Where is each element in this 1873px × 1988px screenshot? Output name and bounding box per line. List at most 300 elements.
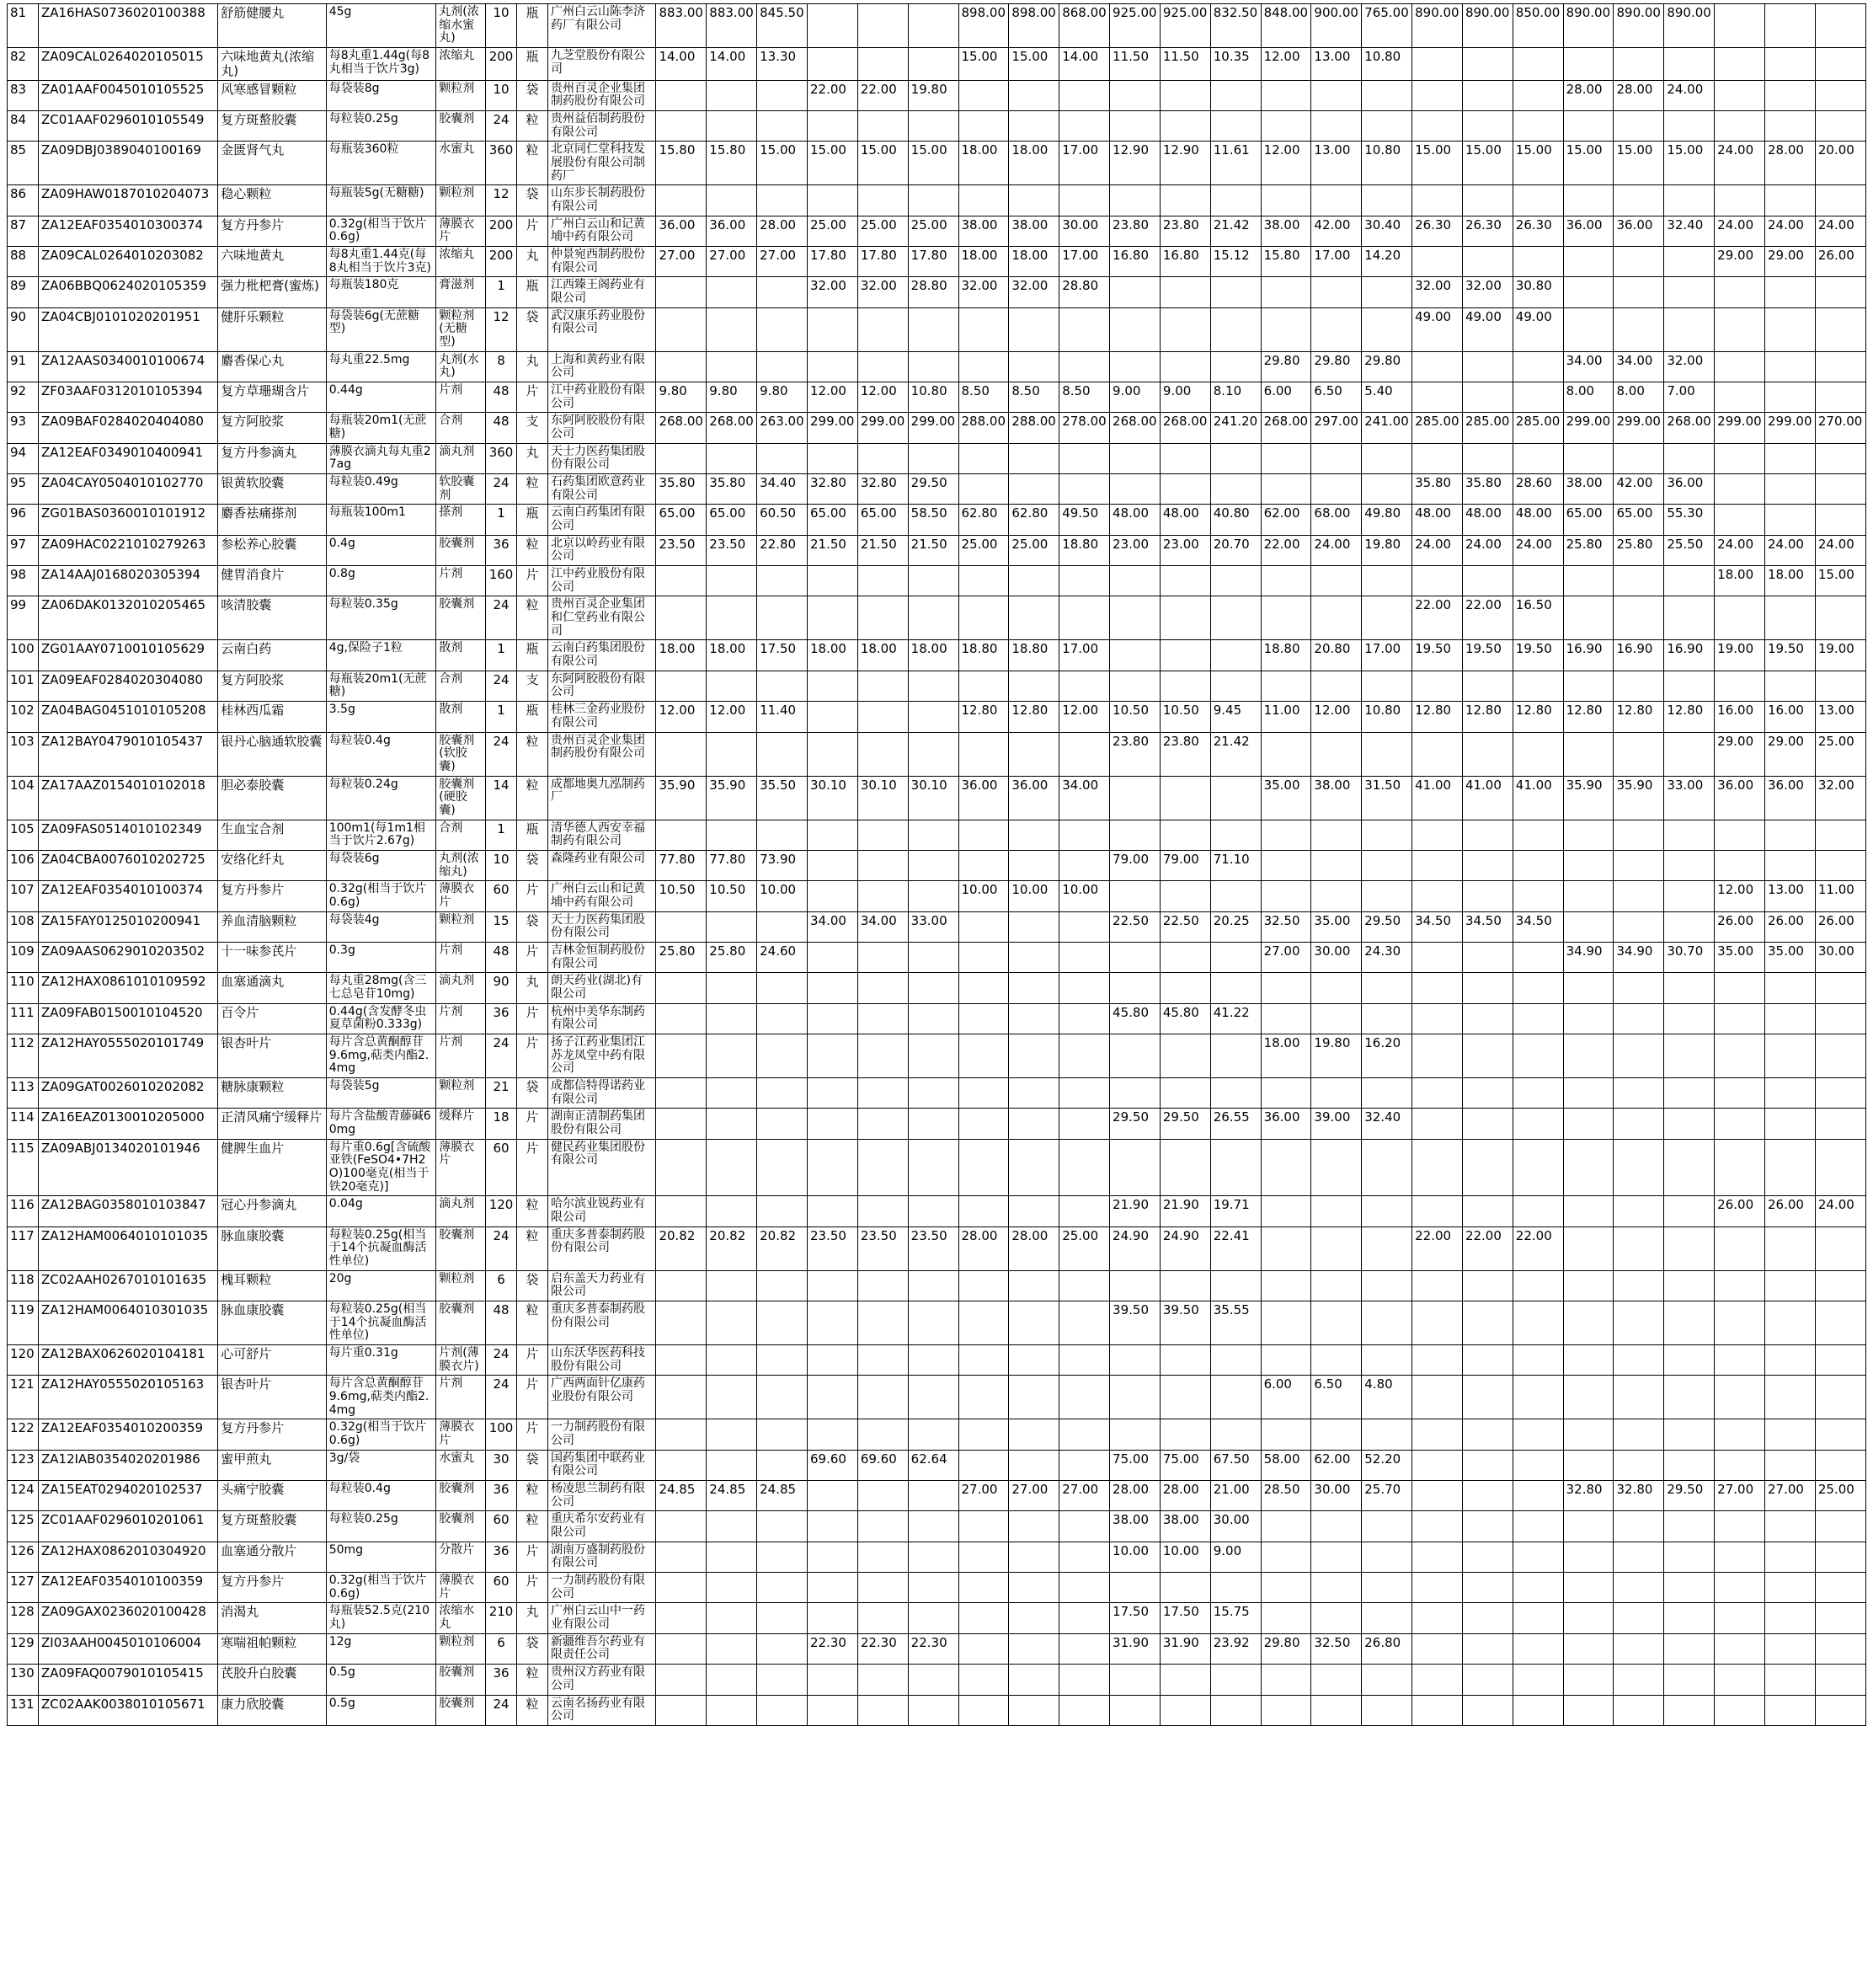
price-cell [1715, 1603, 1765, 1633]
drug-code: ZA04CAY0504010102770 [39, 474, 218, 505]
price-cell [1412, 247, 1463, 277]
dosage-form: 浓缩丸 [436, 247, 486, 277]
drug-name: 复方丹参片 [218, 881, 326, 911]
price-cell [1664, 850, 1715, 880]
drug-name: 金匮肾气丸 [218, 142, 326, 185]
price-cell [1563, 1633, 1614, 1664]
price-cell [807, 671, 857, 701]
price-cell [1664, 1270, 1715, 1301]
price-cell: 18.00 [1009, 142, 1059, 185]
dosage-form: 合剂 [436, 671, 486, 701]
price-cell [757, 1301, 808, 1345]
price-cell [707, 911, 757, 942]
price-cell [1059, 185, 1110, 216]
price-cell [1765, 277, 1816, 307]
price-cell: 26.00 [1765, 911, 1816, 942]
price-cell: 17.00 [1059, 142, 1110, 185]
price-cell: 32.00 [958, 277, 1009, 307]
drug-name: 脉血康胶囊 [218, 1301, 326, 1345]
row-index: 84 [8, 110, 39, 141]
price-cell: 28.00 [1765, 142, 1816, 185]
drug-name: 心可舒片 [218, 1345, 326, 1376]
price-cell: 48.00 [1160, 505, 1210, 535]
manufacturer: 扬子江药业集团江苏龙凤堂中药有限公司 [548, 1034, 656, 1077]
price-cell: 11.61 [1210, 142, 1261, 185]
price-cell [1513, 1196, 1563, 1226]
price-cell: 32.00 [1664, 351, 1715, 382]
table-row [8, 820, 1866, 850]
price-cell: 10.00 [1110, 1542, 1161, 1572]
price-cell: 48.00 [1110, 505, 1161, 535]
package-unit: 瓶 [517, 4, 548, 48]
drug-spec: 每丸重28mg(含三七总皂苷10mg) [326, 973, 436, 1003]
price-cell [707, 1196, 757, 1226]
price-cell [757, 1633, 808, 1664]
price-cell [656, 1109, 707, 1139]
price-cell: 27.00 [1715, 1481, 1765, 1511]
dosage-form: 搽剂 [436, 505, 486, 535]
drug-name: 复方斑螯胶囊 [218, 1511, 326, 1542]
price-cell [1462, 1109, 1513, 1139]
unit-count: 10 [486, 80, 517, 110]
price-cell [807, 1196, 857, 1226]
unit-count: 48 [486, 1301, 517, 1345]
price-cell [1715, 596, 1765, 640]
price-cell [1815, 277, 1865, 307]
price-cell [1715, 110, 1765, 141]
drug-code: ZA04CBJ0101020201951 [39, 307, 218, 351]
price-cell [1311, 973, 1362, 1003]
drug-name: 健肝乐颗粒 [218, 307, 326, 351]
price-cell: 8.50 [1059, 382, 1110, 413]
row-index: 102 [8, 702, 39, 732]
price-cell: 35.90 [707, 776, 757, 820]
price-cell [807, 1376, 857, 1419]
price-cell [1664, 1003, 1715, 1034]
price-cell [1110, 566, 1161, 596]
price-cell [1462, 351, 1513, 382]
price-cell [1715, 307, 1765, 351]
price-cell: 12.80 [1563, 702, 1614, 732]
unit-count: 60 [486, 1573, 517, 1603]
row-index: 88 [8, 247, 39, 277]
price-cell: 20.80 [1311, 640, 1362, 671]
price-cell [1009, 973, 1059, 1003]
price-cell [958, 1034, 1009, 1077]
price-cell [908, 4, 958, 48]
drug-spec: 每袋装6g [326, 850, 436, 880]
price-cell: 17.80 [807, 247, 857, 277]
drug-spec: 每粒装0.49g [326, 474, 436, 505]
price-cell [1261, 1573, 1311, 1603]
price-cell [1715, 1077, 1765, 1108]
manufacturer: 贵州百灵企业集团制药股份有限公司 [548, 732, 656, 776]
price-cell [757, 1139, 808, 1196]
price-cell [1715, 1450, 1765, 1480]
price-cell: 890.00 [1614, 4, 1664, 48]
table-row [8, 110, 1866, 141]
price-cell [1462, 1003, 1513, 1034]
price-cell [857, 443, 908, 473]
price-cell [1513, 850, 1563, 880]
unit-count: 24 [486, 596, 517, 640]
price-cell: 15.00 [958, 48, 1009, 81]
price-cell [1815, 1034, 1865, 1077]
price-cell [1210, 942, 1261, 972]
price-cell [1110, 1034, 1161, 1077]
price-cell: 38.00 [1261, 216, 1311, 246]
package-unit: 粒 [517, 732, 548, 776]
table-row [8, 732, 1866, 776]
price-cell: 30.40 [1362, 216, 1412, 246]
price-cell [1210, 1573, 1261, 1603]
price-cell [857, 566, 908, 596]
price-cell [1765, 4, 1816, 48]
price-cell [1160, 596, 1210, 640]
price-cell: 16.50 [1513, 596, 1563, 640]
price-cell: 32.80 [857, 474, 908, 505]
price-cell [1362, 1196, 1412, 1226]
row-index: 109 [8, 942, 39, 972]
drug-spec: 每粒装0.4g [326, 732, 436, 776]
unit-count: 24 [486, 474, 517, 505]
price-cell: 11.00 [1261, 702, 1311, 732]
row-index: 118 [8, 1270, 39, 1301]
price-cell [707, 1376, 757, 1419]
price-cell [857, 1034, 908, 1077]
price-cell [1412, 1301, 1463, 1345]
price-cell [857, 881, 908, 911]
manufacturer: 新疆维吾尔药业有限责任公司 [548, 1633, 656, 1664]
price-cell: 18.00 [908, 640, 958, 671]
price-cell: 23.80 [1160, 216, 1210, 246]
price-cell: 11.00 [1815, 881, 1865, 911]
price-cell [1311, 80, 1362, 110]
price-cell [1563, 1603, 1614, 1633]
price-cell [908, 1376, 958, 1419]
price-cell: 33.00 [908, 911, 958, 942]
price-cell [1362, 1665, 1412, 1695]
table-row [8, 640, 1866, 671]
row-index: 120 [8, 1345, 39, 1376]
price-cell [1664, 1376, 1715, 1419]
price-cell [1563, 596, 1614, 640]
price-cell [807, 820, 857, 850]
price-cell [1563, 1109, 1614, 1139]
price-cell [1462, 110, 1513, 141]
price-cell [1765, 973, 1816, 1003]
drug-spec: 每粒装0.24g [326, 776, 436, 820]
price-cell: 26.00 [1715, 1196, 1765, 1226]
price-cell [1110, 351, 1161, 382]
row-index: 128 [8, 1603, 39, 1633]
row-index: 92 [8, 382, 39, 413]
price-cell [1059, 351, 1110, 382]
price-cell: 39.00 [1311, 1109, 1362, 1139]
price-cell [958, 1603, 1009, 1633]
price-cell: 24.60 [757, 942, 808, 972]
price-cell: 13.00 [1815, 702, 1865, 732]
table-row [8, 1270, 1866, 1301]
price-cell [1513, 973, 1563, 1003]
price-cell [1261, 1603, 1311, 1633]
price-cell [1715, 1695, 1765, 1725]
price-cell: 24.30 [1362, 942, 1412, 972]
price-cell [908, 1003, 958, 1034]
price-cell: 898.00 [1009, 4, 1059, 48]
price-cell [1765, 1226, 1816, 1270]
price-cell [1412, 1270, 1463, 1301]
price-cell [958, 671, 1009, 701]
dosage-form: 合剂 [436, 413, 486, 443]
price-cell [1261, 732, 1311, 776]
price-cell: 25.80 [707, 942, 757, 972]
price-cell [1362, 185, 1412, 216]
price-cell [1563, 671, 1614, 701]
price-cell [1311, 596, 1362, 640]
price-cell: 10.80 [1362, 48, 1412, 81]
price-cell [1160, 1270, 1210, 1301]
price-cell [1765, 1345, 1816, 1376]
price-cell: 30.70 [1664, 942, 1715, 972]
price-cell [757, 973, 808, 1003]
price-cell: 299.00 [807, 413, 857, 443]
price-cell [1513, 1419, 1563, 1450]
price-cell [1563, 1077, 1614, 1108]
price-cell [908, 307, 958, 351]
price-cell: 22.00 [1412, 596, 1463, 640]
price-cell [707, 671, 757, 701]
price-cell: 765.00 [1362, 4, 1412, 48]
price-cell [656, 1665, 707, 1695]
price-cell [1210, 820, 1261, 850]
price-cell [1815, 1450, 1865, 1480]
price-cell [1110, 307, 1161, 351]
package-unit: 片 [517, 1034, 548, 1077]
price-cell [1715, 1109, 1765, 1139]
price-cell [1059, 1511, 1110, 1542]
price-cell: 35.90 [1563, 776, 1614, 820]
dosage-form: 颗粒剂 [436, 80, 486, 110]
price-cell [1664, 247, 1715, 277]
price-cell [707, 1603, 757, 1633]
package-unit: 片 [517, 881, 548, 911]
price-cell: 24.00 [1715, 142, 1765, 185]
price-cell [1462, 443, 1513, 473]
row-index: 104 [8, 776, 39, 820]
price-cell [908, 1196, 958, 1226]
price-cell [857, 1077, 908, 1108]
price-cell [1815, 382, 1865, 413]
table-row [8, 942, 1866, 972]
table-row [8, 142, 1866, 185]
price-cell [908, 110, 958, 141]
price-cell: 41.00 [1513, 776, 1563, 820]
price-cell: 22.00 [857, 80, 908, 110]
manufacturer: 九芝堂股份有限公司 [548, 48, 656, 81]
price-cell: 925.00 [1160, 4, 1210, 48]
price-cell [757, 307, 808, 351]
package-unit: 袋 [517, 911, 548, 942]
price-cell [1765, 850, 1816, 880]
price-cell [1563, 1665, 1614, 1695]
price-cell [1311, 110, 1362, 141]
price-cell [1009, 1665, 1059, 1695]
manufacturer: 成都信特得诺药业有限公司 [548, 1077, 656, 1108]
drug-code: ZA12HAY0555020105163 [39, 1376, 218, 1419]
price-cell: 16.80 [1160, 247, 1210, 277]
price-cell [1765, 1109, 1816, 1139]
price-cell: 850.00 [1513, 4, 1563, 48]
table-row [8, 1450, 1866, 1480]
package-unit: 片 [517, 942, 548, 972]
price-cell: 22.00 [1261, 535, 1311, 565]
drug-code: ZA09AAS0629010203502 [39, 942, 218, 972]
price-cell: 22.00 [1513, 1226, 1563, 1270]
price-cell [857, 732, 908, 776]
row-index: 100 [8, 640, 39, 671]
price-cell: 18.00 [1009, 247, 1059, 277]
price-cell [1664, 881, 1715, 911]
price-cell: 29.50 [1664, 1481, 1715, 1511]
price-cell [1563, 881, 1614, 911]
price-cell: 6.50 [1311, 1376, 1362, 1419]
price-cell [1110, 1665, 1161, 1695]
price-cell [1563, 1573, 1614, 1603]
dosage-form: 胶囊剂 [436, 1481, 486, 1511]
price-cell: 12.90 [1160, 142, 1210, 185]
unit-count: 24 [486, 1226, 517, 1270]
package-unit: 瓶 [517, 48, 548, 81]
price-cell [857, 1196, 908, 1226]
price-cell: 17.80 [908, 247, 958, 277]
price-cell: 32.40 [1362, 1109, 1412, 1139]
price-cell [857, 942, 908, 972]
price-cell: 29.80 [1261, 351, 1311, 382]
drug-code: ZA01AAF0045010105525 [39, 80, 218, 110]
price-cell: 35.00 [1261, 776, 1311, 820]
dosage-form: 散剂 [436, 702, 486, 732]
price-cell [1160, 1345, 1210, 1376]
price-cell: 10.80 [1362, 702, 1412, 732]
price-cell [1412, 1109, 1463, 1139]
drug-name: 复方丹参片 [218, 1573, 326, 1603]
price-cell [1815, 1003, 1865, 1034]
price-cell [1311, 1345, 1362, 1376]
price-cell [1614, 185, 1664, 216]
price-cell [707, 1450, 757, 1480]
price-cell [1664, 110, 1715, 141]
price-cell: 67.50 [1210, 1450, 1261, 1480]
package-unit: 粒 [517, 535, 548, 565]
price-cell [1009, 942, 1059, 972]
drug-spec: 100m1(每1m1相当于饮片2.67g) [326, 820, 436, 850]
price-cell: 890.00 [1412, 4, 1463, 48]
price-cell: 21.42 [1210, 732, 1261, 776]
price-cell [1462, 1511, 1513, 1542]
price-cell [1110, 1139, 1161, 1196]
price-cell [1765, 1542, 1816, 1572]
price-cell: 34.50 [1412, 911, 1463, 942]
price-cell [1362, 566, 1412, 596]
price-cell [1110, 881, 1161, 911]
price-cell [1412, 973, 1463, 1003]
price-cell [1059, 1270, 1110, 1301]
price-cell: 22.41 [1210, 1226, 1261, 1270]
price-cell [1715, 1633, 1765, 1664]
price-cell [908, 1573, 958, 1603]
dosage-form: 薄膜衣片 [436, 881, 486, 911]
price-cell: 36.00 [1664, 474, 1715, 505]
package-unit: 粒 [517, 1196, 548, 1226]
table-row [8, 80, 1866, 110]
price-cell: 30.10 [857, 776, 908, 820]
price-cell: 62.64 [908, 1450, 958, 1480]
price-cell [1059, 80, 1110, 110]
manufacturer: 贵州百灵企业集团和仁堂药业有限公司 [548, 596, 656, 640]
price-cell [1765, 505, 1816, 535]
manufacturer: 上海和黄药业有限公司 [548, 351, 656, 382]
price-cell: 38.00 [1110, 1511, 1161, 1542]
price-cell [1059, 1077, 1110, 1108]
price-cell [1563, 1376, 1614, 1419]
manufacturer: 北京以岭药业有限公司 [548, 535, 656, 565]
package-unit: 片 [517, 1109, 548, 1139]
price-cell: 270.00 [1815, 413, 1865, 443]
price-cell [1513, 80, 1563, 110]
price-cell [1261, 1003, 1311, 1034]
price-cell [1362, 1270, 1412, 1301]
price-cell [1210, 1034, 1261, 1077]
price-cell [1362, 881, 1412, 911]
price-cell: 848.00 [1261, 4, 1311, 48]
drug-spec: 每片重0.31g [326, 1345, 436, 1376]
dosage-form: 胶囊剂 [436, 596, 486, 640]
price-cell [857, 671, 908, 701]
price-cell [807, 1345, 857, 1376]
price-cell [1462, 1139, 1513, 1196]
price-cell [1311, 1003, 1362, 1034]
price-cell [1412, 732, 1463, 776]
price-cell: 16.80 [1110, 247, 1161, 277]
price-cell: 10.00 [757, 881, 808, 911]
price-cell [1110, 80, 1161, 110]
drug-code: ZA12HAY0555020101749 [39, 1034, 218, 1077]
price-cell: 58.00 [1261, 1450, 1311, 1480]
price-cell [757, 80, 808, 110]
price-cell: 19.50 [1462, 640, 1513, 671]
price-cell [908, 881, 958, 911]
package-unit: 丸 [517, 973, 548, 1003]
price-cell [1513, 1511, 1563, 1542]
row-index: 115 [8, 1139, 39, 1196]
price-cell: 18.00 [1765, 566, 1816, 596]
drug-spec: 每粒装0.25g(相当于14个抗凝血酶活性单位) [326, 1226, 436, 1270]
package-unit: 粒 [517, 1226, 548, 1270]
price-cell: 23.00 [1110, 535, 1161, 565]
price-cell [958, 474, 1009, 505]
price-cell [1362, 1139, 1412, 1196]
price-cell: 27.00 [1059, 1481, 1110, 1511]
price-cell: 23.80 [1160, 732, 1210, 776]
price-cell [1614, 48, 1664, 81]
price-cell: 16.20 [1362, 1034, 1412, 1077]
price-cell: 28.50 [1261, 1481, 1311, 1511]
package-unit: 粒 [517, 1511, 548, 1542]
price-cell: 25.00 [857, 216, 908, 246]
unit-count: 1 [486, 702, 517, 732]
manufacturer: 杭州中美华东制药有限公司 [548, 1003, 656, 1034]
